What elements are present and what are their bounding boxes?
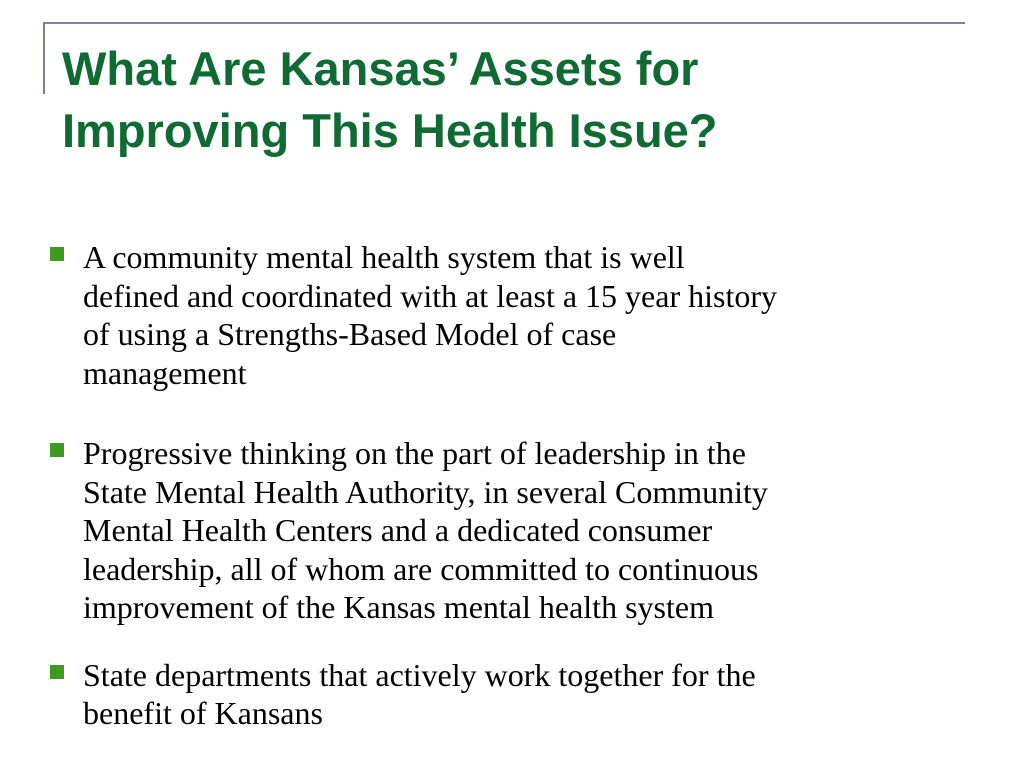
bullet-line: management <box>83 354 247 391</box>
bullet-text <box>83 434 960 627</box>
bullet-list <box>50 238 960 733</box>
bullet-text <box>83 656 960 733</box>
square-bullet-icon <box>50 443 64 457</box>
bullet-line: A community mental health system that is well <box>83 239 685 275</box>
bullet-line: of using a Strengths-Based Model of case <box>83 316 617 352</box>
bullet-text <box>83 238 960 392</box>
bullet-item <box>50 434 960 627</box>
bullet-line: State departments that actively work together for the <box>83 656 756 693</box>
slide-title <box>62 38 962 162</box>
square-bullet-icon <box>50 247 64 261</box>
bullet-line: Progressive thinking on the part of leadership in the <box>83 435 746 471</box>
bullet-line: benefit of Kansans <box>83 695 323 731</box>
bullet-line: State Mental Health Authority, in several Community <box>83 473 768 510</box>
title-frame-top-rule <box>43 22 965 24</box>
square-bullet-icon <box>50 665 64 679</box>
bullet-item <box>50 238 960 392</box>
bullet-item <box>50 656 960 733</box>
bullet-line: defined and coordinated with at least a 15 year history <box>83 277 777 314</box>
bullet-line: Mental Health Centers and a dedicated consumer <box>83 512 713 548</box>
bullet-line: leadership, all of whom are committed to continuous <box>83 550 759 587</box>
title-frame-left-rule <box>43 22 45 94</box>
slide-title-line: Improving This Health Issue? <box>62 104 718 157</box>
slide-title-line: What Are Kansas’ Assets for <box>62 42 699 95</box>
bullet-line: improvement of the Kansas mental health system <box>83 589 714 625</box>
